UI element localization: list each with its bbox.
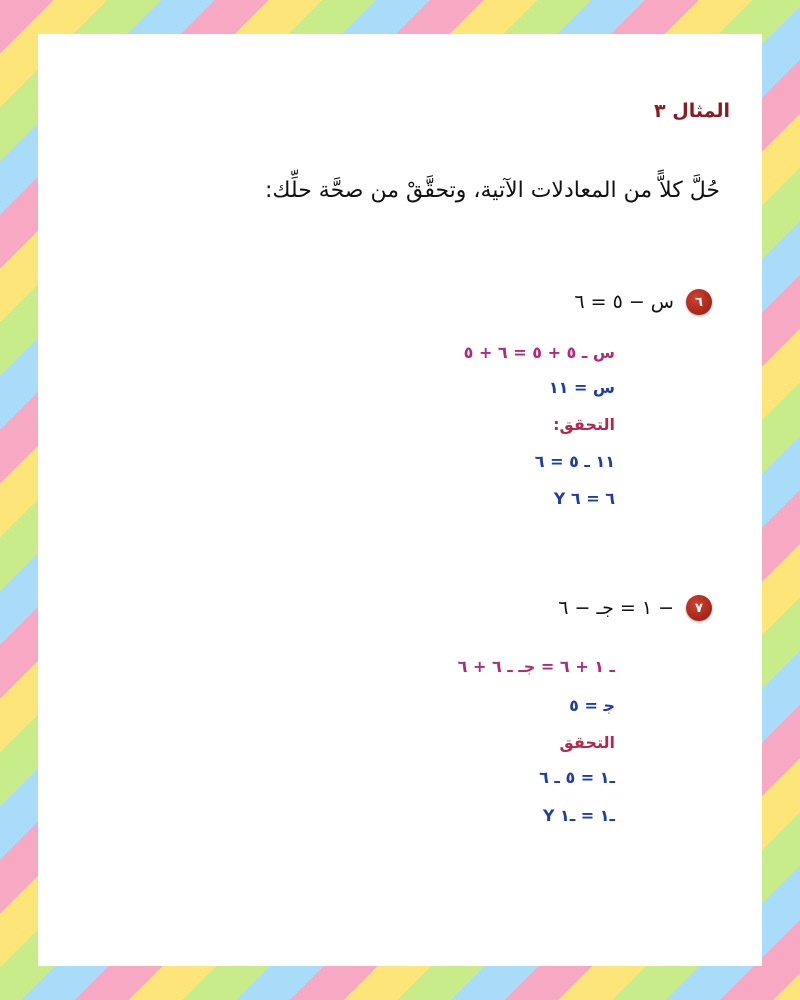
check-step: ٦ = ٦ Y [553,489,615,508]
problem-equation: س − ٥ = ٦ [574,291,674,313]
problem-equation: − ١ = جـ − ٦ [558,597,674,619]
check-label: التحقق [559,733,615,752]
problem-7 [558,595,712,621]
problem-6 [574,289,712,315]
solution-step: س = ١١ [548,378,615,397]
example-title: المثال ٣ [654,100,730,122]
worksheet-page [38,34,762,966]
check-step: ـ١ = ـ١ Y [542,806,615,825]
problem-number-badge: ٦ [686,289,712,315]
problem-number-badge: ٧ [686,595,712,621]
solution-step: ﺟ = ٥ [569,696,615,715]
solution-step: س ـ ٥ + ٥ = ٦ + ٥ [463,343,615,362]
instruction-text: حُلَّ كلاًّ من المعادلات الآتية، وتحقَّقْ من صحَّة حلِّك: [264,178,720,203]
check-label: التحقق: [553,415,615,434]
solution-step: ـ ١ + ٦ = جـ ـ ٦ + ٦ [457,657,615,676]
check-step: ـ١ = ٥ ـ ٦ [539,768,615,787]
check-step: ١١ ـ ٥ = ٦ [534,452,615,471]
